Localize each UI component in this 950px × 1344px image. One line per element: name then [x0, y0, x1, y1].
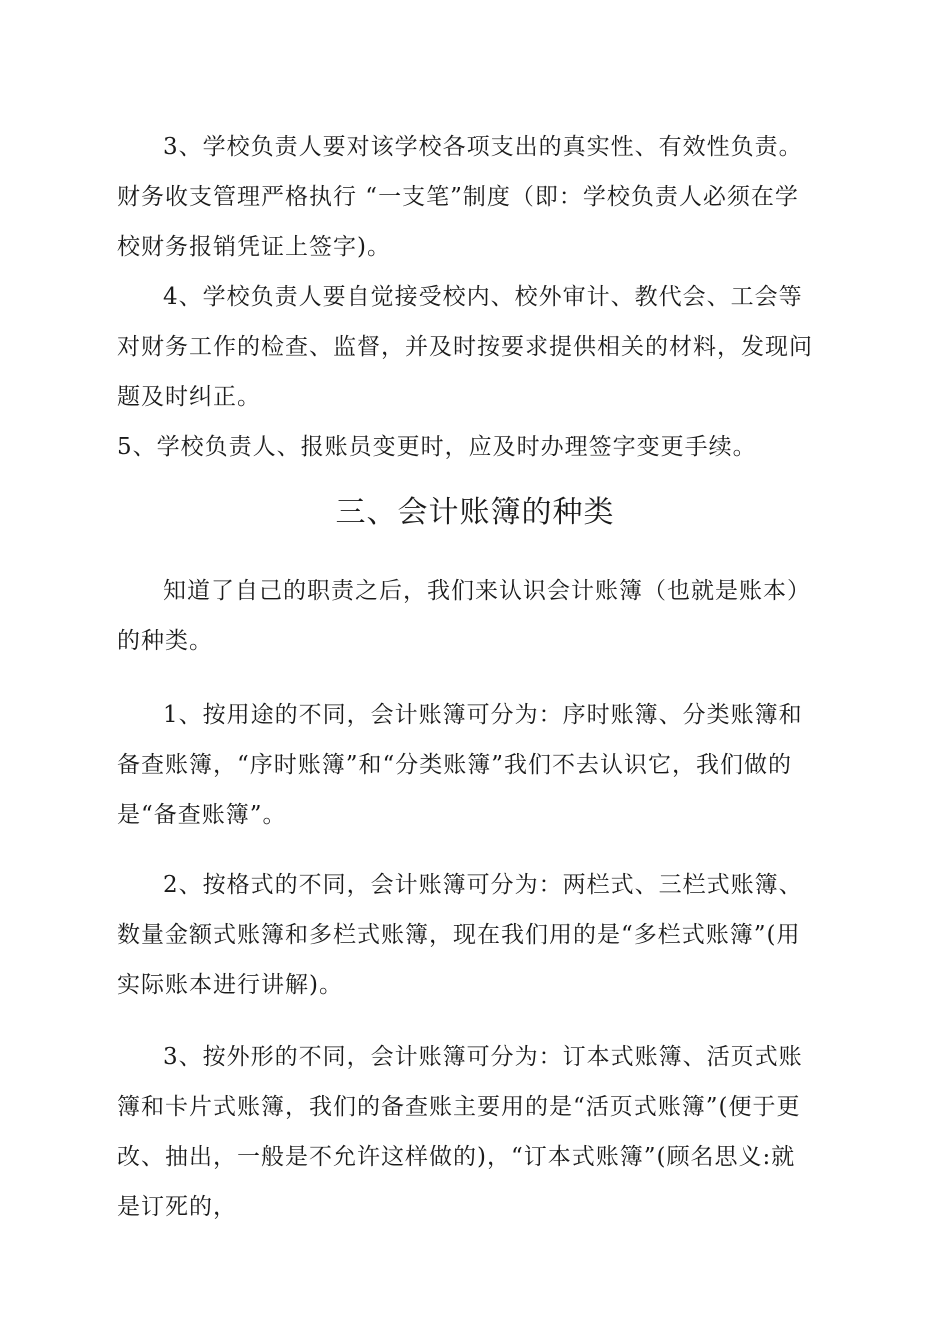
paragraph-duty-5: 5、学校负责人、报账员变更时，应及时办理签字变更手续。	[117, 434, 757, 460]
paragraph-by-purpose: 1、按用途的不同，会计账簿可分为：序时账簿、分类账簿和备查账簿，“序时账簿”和“分类账簿”我们不去认识它，我们做的是“备查账簿”。	[117, 702, 803, 828]
paragraph-intro: 知道了自己的职责之后，我们来认识会计账簿（也就是账本）的种类。	[117, 578, 811, 654]
paragraph-by-format: 2、按格式的不同，会计账簿可分为：两栏式、三栏式账簿、数量金额式账簿和多栏式账簿，现在我们用的是“多栏式账簿”(用实际账本进行讲解)。	[117, 872, 803, 998]
paragraph-duty-3: 3、学校负责人要对该学校各项支出的真实性、有效性负责。财务收支管理严格执行 “一支笔”制度（即：学校负责人必须在学校财务报销凭证上签字)。	[117, 134, 803, 260]
paragraph-by-shape: 3、按外形的不同，会计账簿可分为：订本式账簿、活页式账簿和卡片式账簿，我们的备查账主要用的是“活页式账簿”(便于更改、抽出，一般是不允许这样做的)，“订本式账簿”(顾名思义:就是订死的，	[117, 1044, 803, 1220]
paragraph-duty-4: 4、学校负责人要自觉接受校内、校外审计、教代会、工会等对财务工作的检查、监督，并及时按要求提供相关的材料，发现问题及时纠正。	[117, 284, 813, 410]
section-heading: 三、会计账簿的种类	[335, 495, 615, 530]
